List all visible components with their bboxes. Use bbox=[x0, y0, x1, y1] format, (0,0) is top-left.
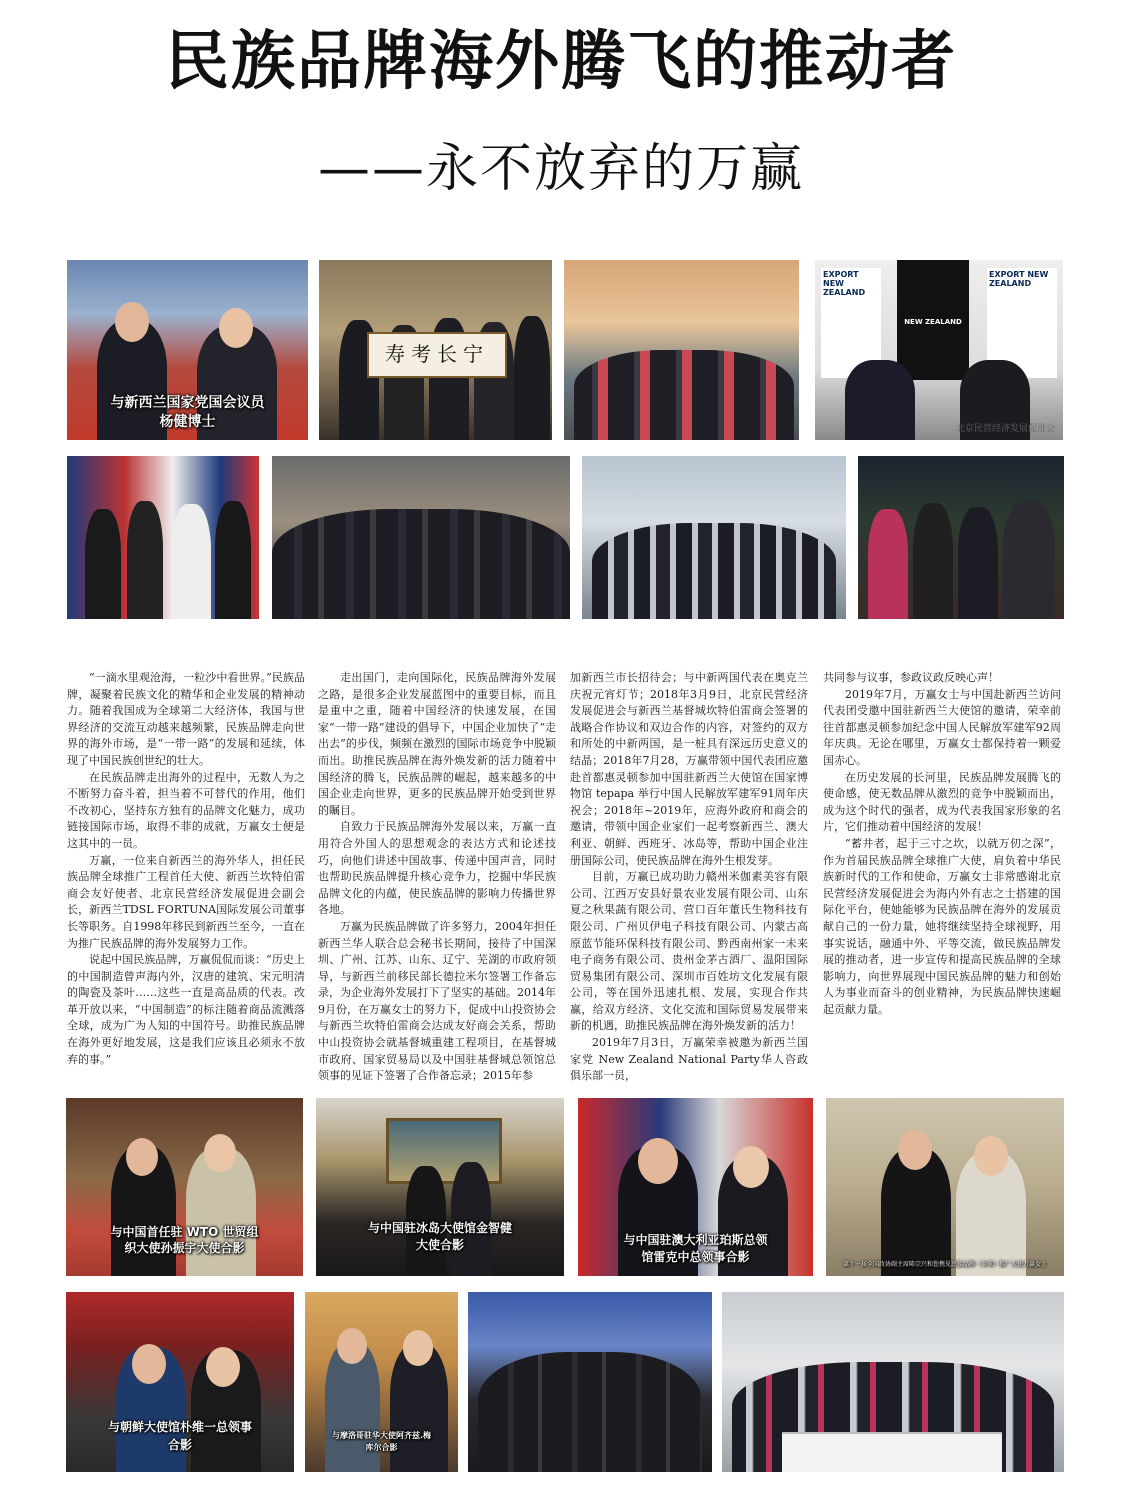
photo-top-5 bbox=[67, 456, 259, 619]
photo-bottom-3 bbox=[578, 1098, 813, 1276]
photo-top-8 bbox=[858, 456, 1064, 619]
paragraph: 万赢为民族品牌做了许多努力，2004年担任新西兰华人联合总会秘书长期间，接待了中国深圳、广州、江苏、山东、辽宁、芜湖的市政府领导，与新西兰前移民部长德拉米尔签署工作备忘录，为企业海外发展打下了坚实的基础。2014年9月份，在万赢女士的努力下，促成中山投资协会与新西兰坎特伯雷商会达成友好商会关系，帮助中山投资协会就基督城重建工程项目，在基督城市政府、国家贸易局以及中国驻基督城总领馆总领事的见证下签署了合作备忘录；2015年参 bbox=[318, 919, 556, 1083]
article-column-3 bbox=[570, 670, 808, 1085]
photo-bottom-2 bbox=[316, 1098, 564, 1276]
photo-top-4 bbox=[815, 260, 1063, 440]
paragraph: 自致力于民族品牌海外发展以来，万赢一直用符合外国人的思想观念的表达方式和论述技巧，向他们讲述中国故事、传递中国声音，同时也帮助民族品牌提升核心竞争力，挖掘中华民族品牌文化的内蕴，使民族品牌的影响力传播世界各地。 bbox=[318, 820, 556, 917]
photo-caption: 第十一届全国政协副主席陈宗兴和您携见民族品牌（全球）推广大使万赢女士 bbox=[842, 1261, 1047, 1268]
paragraph: 共同参与议事，参政议政反映心声！ bbox=[823, 671, 999, 684]
photo-caption: 与中国驻澳大利亚珀斯总领 馆雷克中总领事合影 bbox=[623, 1233, 768, 1264]
photo-caption: 与新西兰国家党国会议员 杨健博士 bbox=[110, 395, 265, 430]
photo-caption: 与朝鲜大使馆朴维一总领事 合影 bbox=[107, 1420, 252, 1452]
photo-bottom-5 bbox=[66, 1292, 294, 1472]
photo-caption: 与中国首任驻 WTO 世贸组 织大使孙振宇大使合影 bbox=[110, 1225, 259, 1255]
page-title: 民族品牌海外腾飞的推动者 bbox=[165, 25, 957, 99]
photo-top-3 bbox=[564, 260, 799, 440]
paragraph: 2019年7月3日，万赢荣幸被邀为新西兰国家党 New Zealand National Party华人咨政俱乐部一员， bbox=[570, 1036, 808, 1083]
photo-top-1 bbox=[67, 260, 308, 440]
photo-bottom-8 bbox=[722, 1292, 1064, 1472]
photo-caption: 与摩洛哥驻华大使阿齐兹.梅 库尔合影 bbox=[331, 1431, 432, 1452]
photo-top-7 bbox=[582, 456, 846, 619]
photo-caption: 与中国驻冰岛大使馆金智健 大使合影 bbox=[367, 1221, 512, 1252]
paragraph: 说起中国民族品牌，万赢侃侃而谈：“历史上的中国制造曾声海内外，汉唐的建筑、宋元明清的陶瓷及茶叶……这些一直是高品质的代表。改革开放以来，“中国制造”的标注随着商品流溅落全球，成为广为人知的中国符号。助推民族品牌在海外更好地发展，这是我们应该且必须永不放弃的事。” bbox=[67, 953, 305, 1066]
watermark-text: 北京民营经济发展促进会 bbox=[955, 424, 1055, 434]
paragraph: 2019年7月，万赢女士与中国赴新西兰访问代表团受邀中国驻新西兰大使馆的邀请，荣幸前往首都惠灵顿参加纪念中国人民解放军建军92周年庆典。无论在哪里，万赢女士都保持着一颗爱国赤心。 bbox=[823, 687, 1061, 767]
export-nz-sign-right: EXPORT NEW ZEALAND bbox=[987, 268, 1057, 378]
paragraph: 走出国门，走向国际化，民族品牌海外发展之路，是很多企业发展蓝图中的重要目标，而且是重中之重，随着中国经济的快速发展，在国家“一带一路”建设的倡导下，中国企业加快了“走出去”的步伐，频频在激烈的国际市场竞争中脱颖而出。助推民族品牌在海外焕发新的活力随着中国经济的腾飞，民族品牌的崛起，越来越多的中国企业走向世界，更多的民族品牌开始受到世界的瞩目。 bbox=[318, 671, 556, 817]
paragraph: 加新西兰市长招待会；与中新两国代表在奥克兰庆祝元宵灯节；2018年3月9日，北京民营经济发展促进会与新西兰基督城坎特伯雷商会签署的战略合作协议和双边合作的内容，对签约的双方和所处的中新两国，是一桩具有深远历史意义的结晶；2018年7月28，万赢带领中国代表团应邀赴首都惠灵顿参加中国驻新西兰大使馆在国家博物馆 tepapa 举行中国人民解放军建军91周年庆祝会；2018年~2019年，应海外政府和商会的邀请，带领中国企业家们一起考察新西兰、澳大利亚、朝鲜、西班牙、冰岛等，帮助中国企业注册国际公司，使民族品牌在海外生根发芽。 bbox=[570, 671, 808, 867]
paragraph: 在历史发展的长河里，民族品牌发展腾飞的使命感，使无数品牌从激烈的竞争中脱颖而出，成为这个时代的强者，成为代表我国家形象的名片，它们推动着中国经济的发展！ bbox=[823, 770, 1061, 834]
photo-bottom-4 bbox=[826, 1098, 1064, 1276]
paragraph: “蓄井者，起于三寸之坎，以就万仞之深”，作为首届民族品牌全球推广大使，肩负着中华民族新时代的工作和使命，万赢女士非常感谢北京民营经济发展促进会为海内外有志之士搭建的国际化平台，使她能够为民族品牌在海外的发展贡献自己的一份力量，她将继续坚持全球视野，用事实说话，融通中外、平等交流，做民族品牌发展的推动者，进一步宣传和提高民族品牌的全球影响力，向世界展现中国民族品牌的魅力和创始人为事业而奋斗的创业精神，为民族品牌快速崛起贡献力量。 bbox=[823, 836, 1061, 1016]
calligraphy-scroll: 寿考长宁 bbox=[367, 332, 507, 378]
photo-top-2 bbox=[319, 260, 552, 440]
paragraph: 目前，万赢已成功助力赣州米伽素美容有限公司、江西万安县好景农业发展有限公司、山东夏之秋果蔬有限公司、营口百年董氏生物科技有限公司、广州贝伊电子科技有限公司、内蒙古高原蓝节能环保科技有限公司、黔西南州家一未来电子商务有限公司、贵州金茅古酒厂、温阳国际贸易集团有限公司、深圳市百姓坊文化发展有限公司，等在国外迅速扎根、发展，实现合作共赢，给双方经济、文化交流和国际贸易发展带来新的机遇，助推民族品牌在海外焕发新的活力！ bbox=[570, 870, 808, 1033]
photo-top-6 bbox=[272, 456, 570, 619]
paragraph: 万赢，一位来自新西兰的海外华人，担任民族品牌全球推广工程首任大使、新西兰坎特伯雷商会友好使者、北京民营经济发展促进会副会长，新西兰TDSL FORTUNA国际发展公司董事长等职务。自1998年移民到新西兰至今，一直在为推广民族品牌的海外发展努力工作。 bbox=[67, 853, 305, 950]
export-nz-sign-left: EXPORT NEW ZEALAND bbox=[821, 268, 881, 378]
article-column-1 bbox=[67, 670, 305, 1068]
article-column-4 bbox=[823, 670, 1061, 1018]
page-subtitle: ——永不放弃的万赢 bbox=[317, 139, 804, 199]
new-zealand-sign: NEW ZEALAND bbox=[904, 318, 962, 326]
photo-bottom-6 bbox=[305, 1292, 458, 1472]
photo-bottom-1 bbox=[66, 1098, 303, 1276]
article-column-2 bbox=[318, 670, 556, 1085]
paragraph: 在民族品牌走出海外的过程中，无数人为之不断努力奋斗着，担当着不可替代的作用，他们不改初心，坚持东方独有的品牌文化魅力，成功链接国际市场，取得不菲的成就，万赢女士便是这其中的一员。 bbox=[67, 770, 305, 850]
photo-bottom-7 bbox=[468, 1292, 712, 1472]
paragraph: “一滴水里观沧海，一粒沙中看世界。”民族品牌，凝聚着民族文化的精华和企业发展的精神动力。随着我国成为全球第二大经济体，我国与世界经济的交流互动越来越频繁，民族品牌走向世界的海外市场，是“一带一路”的发展和延续，体现了中国民族创世纪的壮大。 bbox=[67, 671, 305, 767]
